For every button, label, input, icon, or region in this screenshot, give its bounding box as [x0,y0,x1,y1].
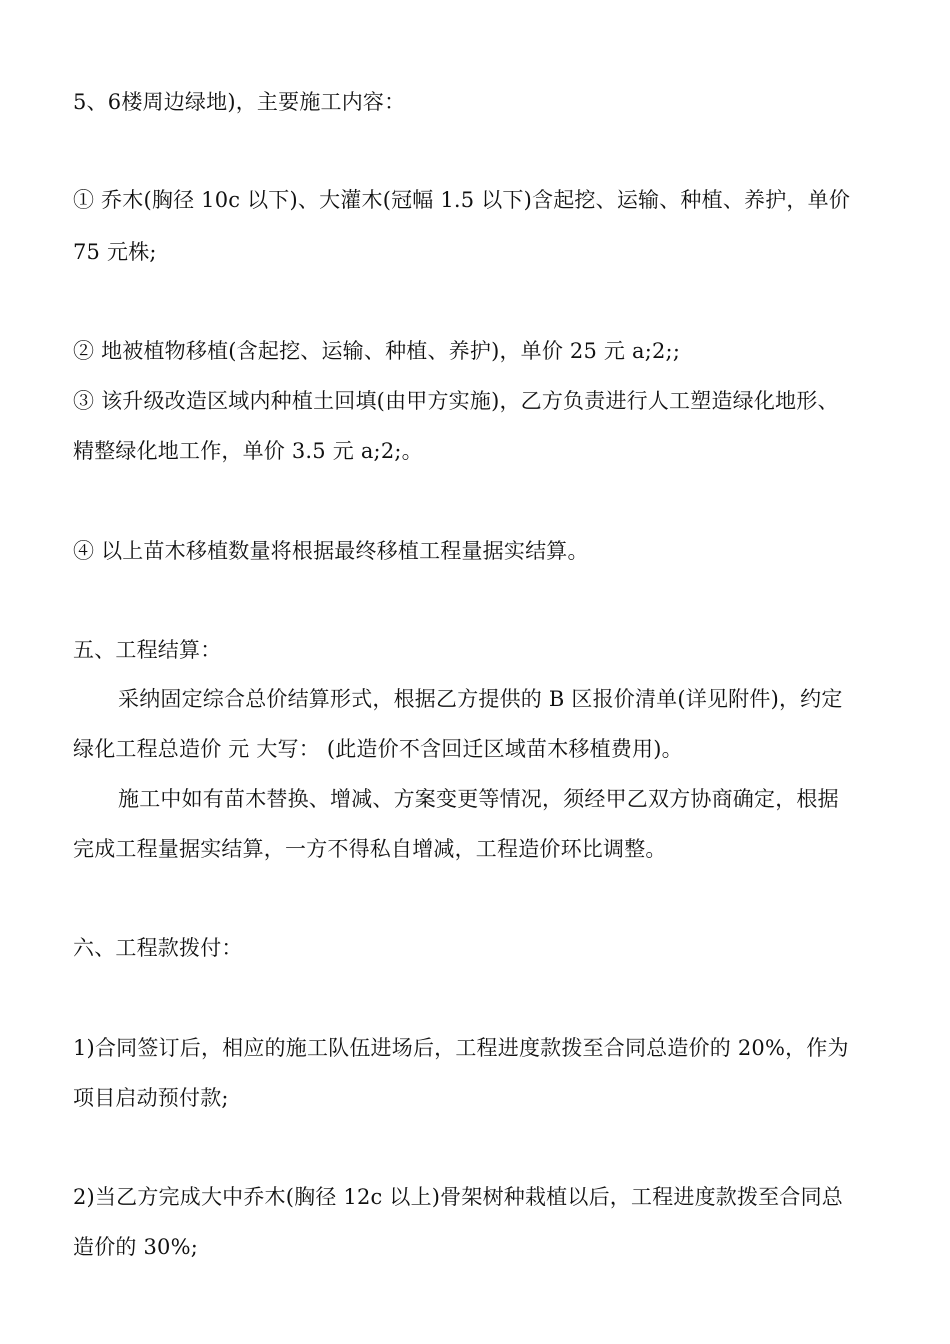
paragraph-line: 5、6楼周边绿地)，主要施工内容： [73,90,406,114]
paragraph-line: ③ 该升级改造区域内种植土回填(由甲方实施)，乙方负责进行人工塑造绿化地形、 [73,389,839,413]
section-heading: 五、工程结算： [73,638,222,662]
section-heading: 六、工程款拨付： [73,936,243,960]
paragraph-line: 精整绿化地工作，单价 3.5 元 a;2;。 [73,439,423,463]
paragraph-line: 项目启动预付款; [73,1086,229,1110]
paragraph-line: 完成工程量据实结算，一方不得私自增减，工程造价环比调整。 [73,837,667,861]
paragraph-line: ② 地被植物移植(含起挖、运输、种植、养护)，单价 25 元 a;2;; [73,339,681,363]
paragraph-line: 绿化工程总造价 元 大写： (此造价不含回迁区域苗木移植费用)。 [73,737,683,761]
paragraph-line: 2)当乙方完成大中乔木(胸径 12c 以上)骨架树种栽植以后，工程进度款拨至合同总 [73,1185,843,1209]
paragraph-line: 造价的 30%; [73,1235,199,1259]
paragraph-line: 施工中如有苗木替换、增减、方案变更等情况，须经甲乙双方协商确定，根据 [118,787,839,811]
paragraph-line: 1)合同签订后，相应的施工队伍进场后，工程进度款拨至合同总造价的 20%，作为 [73,1036,849,1060]
paragraph-line: ① 乔木(胸径 10c 以下)、大灌木(冠幅 1.5 以下)含起挖、运输、种植、养护，单价 [73,188,851,212]
paragraph-line: 75 元株; [73,240,157,264]
paragraph-line: ④ 以上苗木移植数量将根据最终移植工程量据实结算。 [73,539,589,563]
paragraph-line: 采纳固定综合总价结算形式，根据乙方提供的 B 区报价清单(详见附件)，约定 [118,687,843,711]
